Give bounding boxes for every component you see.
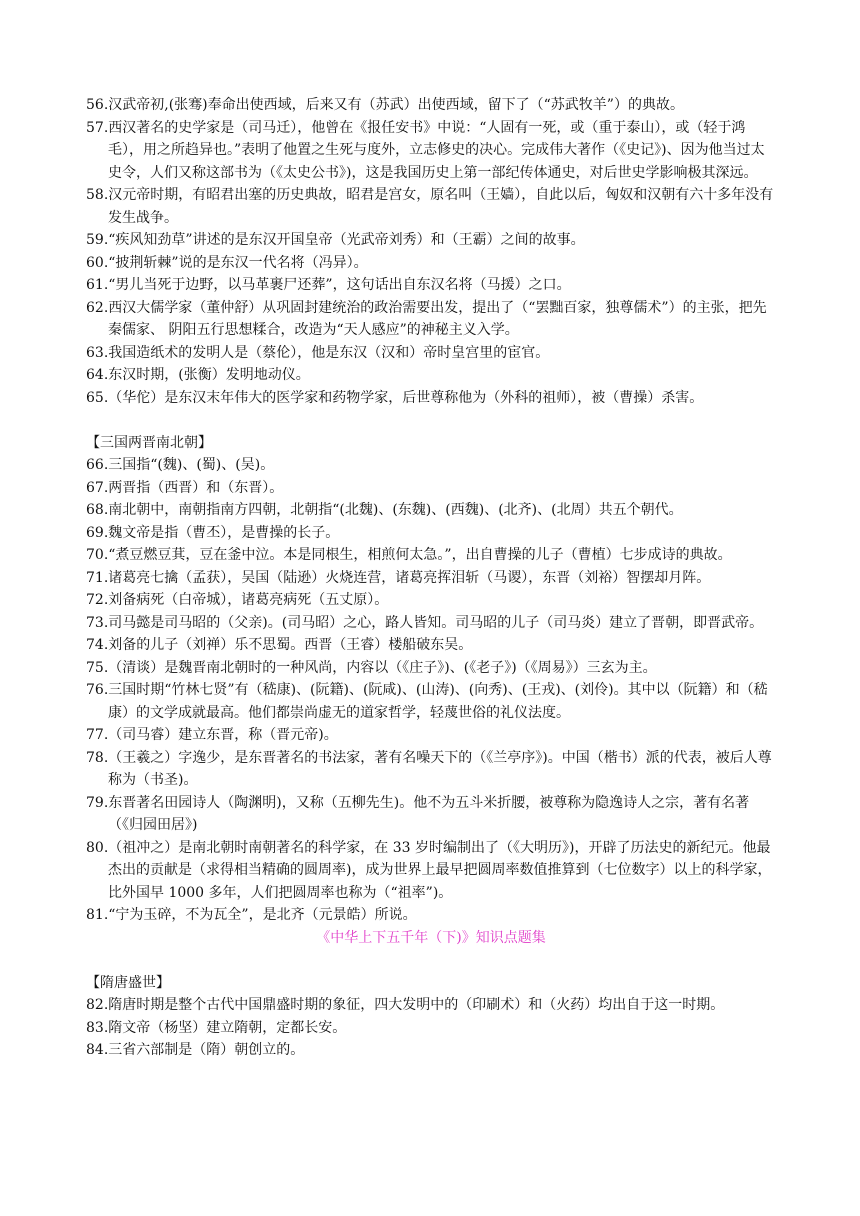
item-text: （华佗）是东汉末年伟大的医学家和药物学家，后世尊称他为（外科的祖师），被（曹操）杀害。 — [108, 389, 704, 406]
list-item — [86, 612, 776, 635]
item-number: 77. — [86, 727, 109, 743]
list-item — [86, 657, 776, 680]
item-number: 68. — [86, 502, 109, 518]
list-item — [86, 454, 776, 477]
item-number: 74. — [86, 637, 109, 653]
item-number: 72. — [86, 592, 109, 608]
item-text: “宁为玉碎，不为瓦全”，是北齐（元景皓）所说。 — [108, 907, 417, 923]
item-number: 59. — [86, 232, 109, 248]
item-text: 两晋指（西晋）和（东晋）。 — [108, 479, 284, 496]
item-text: 汉武帝初,(张骞)奉命出使西域，后来又有（苏武）出使西域，留下了（“苏武牧羊”）的典故。 — [108, 97, 684, 113]
item-text: （司马睿）建立东晋，称（晋元帝)。 — [108, 727, 338, 743]
list-item — [86, 117, 776, 185]
list-item — [86, 229, 776, 252]
qa-list-three-kingdoms — [86, 454, 776, 927]
item-number: 57. — [86, 119, 109, 136]
item-number: 75. — [86, 659, 109, 676]
item-number: 61. — [86, 277, 109, 293]
item-number: 76. — [86, 682, 109, 698]
list-item — [86, 544, 776, 567]
section-title-three-kingdoms: 【三国两晋南北朝】 — [86, 434, 212, 451]
item-text: 诸葛亮七擒（孟获），吴国（陆逊）火烧连营，诸葛亮挥泪斩（马谡），东晋（刘裕）智摆却月阵。 — [108, 569, 711, 586]
item-text: “煮豆燃豆萁，豆在釜中泣。本是同根生，相煎何太急。”，出自曹操的儿子（曹植）七步成诗的典故。 — [108, 547, 732, 563]
item-text: 三国指“(魏)、(蜀)、(吴)。 — [108, 457, 275, 473]
item-text: 我国造纸术的发明人是（蔡伦），他是东汉（汉和）帝时皇宫里的宦官。 — [108, 344, 550, 361]
item-number: 82. — [86, 997, 109, 1013]
list-item — [86, 792, 776, 837]
list-item — [86, 634, 776, 657]
item-number: 84. — [86, 1042, 109, 1058]
item-number: 63. — [86, 344, 109, 361]
list-item — [86, 184, 776, 229]
list-item — [86, 94, 776, 117]
list-item — [86, 994, 776, 1017]
item-text: 三省六部制是（隋）朝创立的。 — [108, 1042, 305, 1058]
item-number: 80. — [86, 839, 109, 856]
item-number: 70. — [86, 547, 109, 563]
list-item — [86, 364, 776, 387]
list-item — [86, 589, 776, 612]
list-item — [86, 252, 776, 275]
qa-list-sui-tang — [86, 994, 776, 1062]
item-text: 东晋著名田园诗人（陶渊明)，又称（五柳先生)。他不为五斗米折腰，被尊称为隐逸诗人之宗，著有名著（《归园田居》) — [108, 794, 750, 833]
item-text: （清谈）是魏晋南北朝时的一种风尚，内容以（《庄子》)、(《老子》)（《周易》）三玄为主。 — [108, 659, 657, 676]
item-number: 58. — [86, 187, 109, 203]
document-page — [86, 94, 776, 1062]
list-item — [86, 1039, 776, 1062]
item-text: （王羲之）字逸少，是东晋著名的书法家，著有名噪天下的（《兰亭序》)。中国（楷书）派的代表，被后人尊称为（书圣)。 — [108, 749, 772, 788]
item-number: 79. — [86, 794, 109, 811]
list-item — [86, 499, 776, 522]
list-item — [86, 747, 776, 792]
item-number: 65. — [86, 389, 109, 406]
qa-list-han — [86, 94, 776, 409]
list-item — [86, 477, 776, 500]
item-number: 78. — [86, 749, 109, 766]
item-text: 汉元帝时期，有昭君出塞的历史典故，昭君是宫女，原名叫（王嫱），自此以后，匈奴和汉朝有六十多年没有发生战争。 — [108, 187, 774, 226]
item-number: 64. — [86, 367, 109, 383]
collection-title: 《中华上下五千年（下)》知识点题集 — [316, 929, 546, 946]
item-text: 三国时期“竹林七贤”有（嵇康)、(阮籍)、(阮咸)、(山涛)、(向秀)、(王戎)、(刘伶)。其中以（阮籍）和（嵇康）的文学成就最高。他们都崇尚虚无的道家哲学，轻蔑世俗的礼仪法度。 — [108, 682, 768, 721]
item-text: “男儿当死于边野，以马革裹尸还葬”，这句话出自东汉名将（马援）之口。 — [108, 277, 571, 293]
item-text: 魏文帝是指（曹丕），是曹操的长子。 — [108, 524, 340, 541]
item-number: 66. — [86, 457, 109, 473]
item-number: 69. — [86, 524, 109, 541]
list-item — [86, 274, 776, 297]
item-number: 62. — [86, 299, 109, 316]
item-number: 81. — [86, 907, 109, 923]
item-text: “疾风知劲草”讲述的是东汉开国皇帝（光武帝刘秀）和（王霸）之间的故事。 — [108, 232, 585, 248]
section-title-sui-tang: 【隋唐盛世】 — [86, 974, 170, 991]
list-item — [86, 837, 776, 905]
item-text: 刘备的儿子（刘禅）乐不思蜀。西晋（王睿）楼船破东吴。 — [108, 637, 473, 653]
item-text: 隋唐时期是整个古代中国鼎盛时期的象征，四大发明中的（印刷术）和（火药）均出自于这一时期。 — [108, 997, 725, 1013]
item-text: 西汉大儒学家（董仲舒）从巩固封建统治的政治需要出发，提出了（“罢黜百家，独尊儒术”）的主张，把先秦儒家、 阴阳五行思想糅合，改造为“天人感应”的神秘主义入学。 — [108, 299, 767, 338]
item-number: 60. — [86, 254, 109, 271]
item-text: 刘备病死（白帝城），诸葛亮病死（五丈原）。 — [108, 592, 389, 608]
item-text: 东汉时期，(张衡）发明地动仪。 — [108, 367, 310, 383]
list-item — [86, 904, 776, 927]
list-item — [86, 522, 776, 545]
item-number: 71. — [86, 569, 109, 586]
item-text: 西汉著名的史学家是（司马迁），他曾在《报任安书》中说：“人固有一死，或（重于泰山），或（轻于鸿毛），用之所趋异也。”表明了他置之生死与度外，立志修史的决心。完成伟大著作（《史记》)、因为他当过太史令，人们又称这部书为（《太史公书》)，这是我国历史上第一部纪传体通史，对后世史学影响极其深远。 — [108, 119, 765, 181]
item-number: 83. — [86, 1019, 109, 1036]
item-text: （祖冲之）是南北朝时南朝著名的科学家，在 33 岁时编制出了（《大明历》)，开辟了历法史的新纪元。他最杰出的贡献是（求得相当精确的圆周率)，成为世界上最早把圆周率数值推算到（七位数字）以上的科学家，比外国早 1000 多年，人们把圆周率也称为（“祖率”)。 — [108, 839, 772, 901]
item-number: 73. — [86, 614, 109, 631]
list-item — [86, 1017, 776, 1040]
item-text: 南北朝中，南朝指南方四朝，北朝指“(北魏)、(东魏)、(西魏)、(北齐)、(北周）共五个朝代。 — [108, 502, 683, 518]
item-number: 67. — [86, 479, 109, 496]
item-text: 隋文帝（杨坚）建立隋朝，定都长安。 — [108, 1019, 347, 1036]
list-item — [86, 387, 776, 410]
item-number: 56. — [86, 97, 109, 113]
list-item — [86, 724, 776, 747]
item-text: “披荆斩棘”说的是东汉一代名将（冯异）。 — [108, 254, 368, 271]
list-item — [86, 567, 776, 590]
list-item — [86, 679, 776, 724]
item-text: 司马懿是司马昭的（父亲)。(司马昭）之心，路人皆知。司马昭的儿子（司马炎）建立了晋朝，即晋武帝。 — [108, 614, 764, 631]
list-item — [86, 297, 776, 342]
list-item — [86, 342, 776, 365]
